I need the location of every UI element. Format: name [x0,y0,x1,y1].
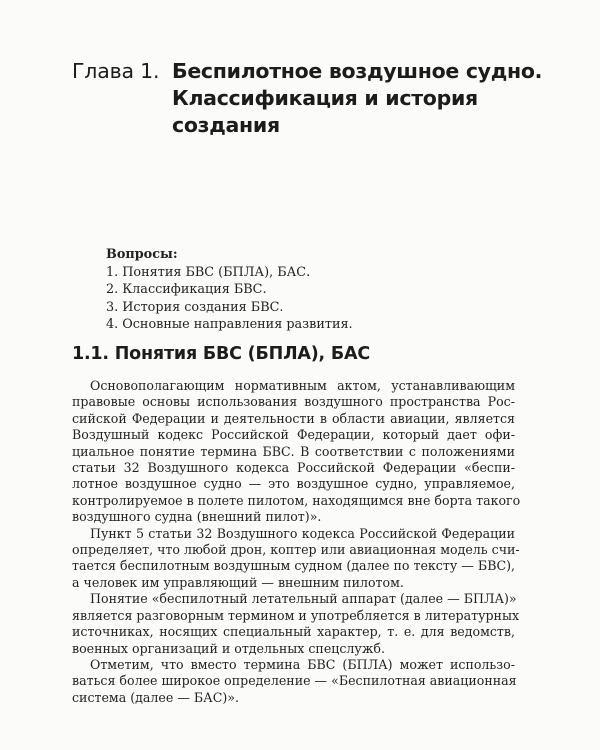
section-title: 1.1. Понятия БВС (БПЛА), БАС [72,344,371,364]
paragraph-line: определяет, что любой дрон, коптер или авиационная модель счи- [72,542,520,558]
paragraph-line: Понятие «беспилотный летательный аппарат (далее — БПЛА)» [90,591,517,607]
chapter-label: Глава 1. [72,59,160,83]
paragraph-line: Отметим, что вместо термина БВС (БПЛА) может использо- [90,656,515,672]
paragraph [72,378,521,526]
paragraph-line: источниках, носящих специальный характер, т. е. для ведомств, [72,624,515,640]
paragraph [72,591,520,657]
question-item: 2. Классификация БВС. [106,282,267,298]
paragraph-line: правовые основы использования воздушного пространства Рос- [72,394,515,410]
paragraph-line: военных организаций и отдельных спецслужб. [72,640,386,656]
paragraph-line: является разговорным термином и употребляется в литературных [72,607,520,623]
paragraph-line: сийской Федерации и деятельности в области авиации, является [72,410,515,426]
chapter-title-line: Беспилотное воздушное судно. [172,59,543,83]
chapter-title-line: Классификация и история [172,86,478,110]
question-item: 1. Понятия БВС (БПЛА), БАС. [106,264,311,280]
paragraph-line: контролируемое в полете пилотом, находящимся вне борта такого [72,492,521,508]
paragraph-line: а человек им управляющий — внешним пилотом. [72,574,404,590]
paragraph [72,525,520,592]
questions-block [106,246,526,334]
chapter-title-line: создания [172,113,280,137]
paragraph-line: воздушного судна (внешний пилот)». [72,509,322,525]
paragraph [72,657,515,706]
paragraph-line: лотное воздушное судно — это воздушное судно, управляемое, [72,476,515,492]
questions-list [106,264,526,334]
paragraph-line: Воздушный кодекс Российской Федерации, который дает офи- [72,427,515,443]
paragraph-line: Пункт 5 статьи 32 Воздушного кодекса Российской Федерации [90,525,515,541]
paragraph-line: тается беспилотным воздушным судном (далее по тексту — БВС), [72,558,515,574]
chapter-title [172,58,543,139]
body-text [72,378,521,706]
paragraph-line: циальное понятие термина БВС. В соответствии с положениями [72,443,515,459]
question-item: 4. Основные направления развития. [106,317,353,333]
paragraph-line: Основополагающим нормативным актом, устанавливающим [90,378,515,393]
paragraph-line: статьи 32 Воздушного кодекса Российской Федерации «беспи- [72,460,515,476]
paragraph-line: система (далее — БАС)». [72,689,239,705]
question-item: 3. История создания БВС. [106,299,284,315]
questions-heading: Вопросы: [106,247,178,262]
paragraph-line: ваться более широкое определение — «Беспилотная авиационная [72,673,517,689]
